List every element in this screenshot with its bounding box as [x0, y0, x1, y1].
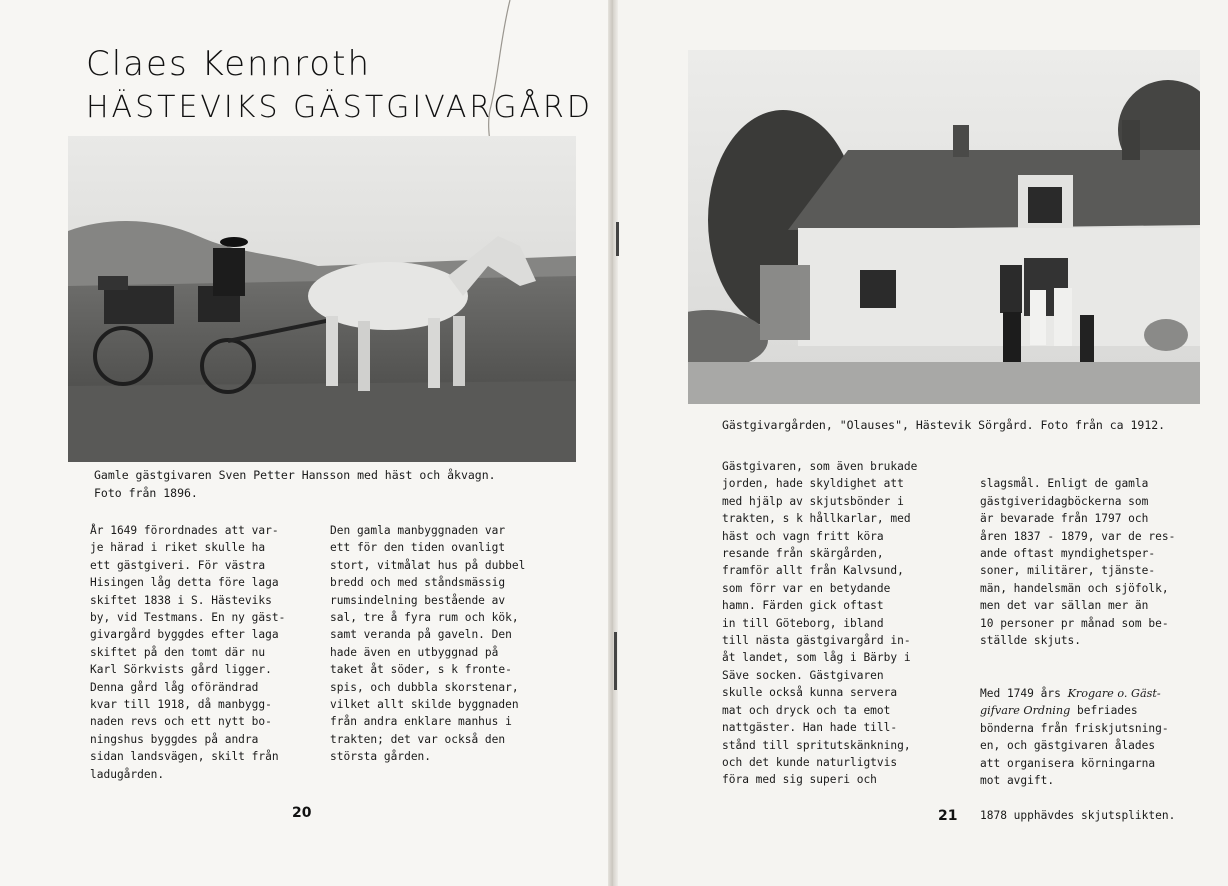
book-gutter	[608, 0, 618, 886]
photo-inn-building	[688, 50, 1200, 404]
para-2-prefix: Med 1749 års	[980, 686, 1068, 700]
left-photo-caption-line1: Gamle gästgivaren Sven Petter Hansson med häst och åkvagn.	[94, 468, 496, 482]
right-column-2	[980, 458, 1200, 860]
right-column-2-para-2	[980, 685, 1200, 789]
right-column-2-para-3: 1878 upphävdes skjutsplikten.	[980, 808, 1176, 822]
para-2-rest: befriades bönderna från friskjutsning- en, och gästgivaren ålades att organisera körningarna mot avgift.	[980, 704, 1169, 787]
right-column-2-para-1: slagsmål. Enligt de gamla gästgiveridagböckerna som är bevarade från 1797 och åren 1837 - 1879, var de res- ande oftast myndighetsper- soner, militärer, tjänste- män, handelsmän och sjöfolk, men det var sällan mer än 10 personer pr månad som be- ställde skjuts.	[980, 477, 1176, 648]
para-2-italic-title: Krogare o. Gäst- gifvare Ordning	[980, 686, 1161, 718]
left-photo-caption	[94, 466, 534, 502]
left-column-1: År 1649 förordnades att var- je härad i riket skulle ha ett gästgiveri. För västra Hisingen låg detta före laga skiftet 1838 i S. Hästeviks by, vid Testmans. En ny gäst- givargård byggdes efter laga skiftet på den tomt där nu Karl Sörkvists gård ligger. Denna gård låg oförändrad kvar till 1918, då manbygg- naden revs och ett nytt bo- ningshus byggdes på andra sidan landsvägen, skilt från ladugården.	[90, 524, 286, 781]
left-column-2: Den gamla manbyggnaden var ett för den tiden ovanligt stort, vitmålat hus på dubbel bredd och med ståndsmässig rumsindelning bestående av sal, tre å fyra rum och kök, samt veranda på gaveln. Den hade även en utbyggnad på taket åt söder, s k fronte- spis, och dubbla skorstenar, vilket allt skilde byggnaden från andra enklare manhus i trakten; det var också den största gården.	[330, 524, 526, 764]
staple-bottom	[614, 632, 617, 690]
article-title: HÄSTEVIKS GÄSTGIVARGÅRD	[86, 90, 593, 125]
photo-horse-carriage	[68, 136, 576, 462]
page-number-left: 20	[292, 805, 312, 821]
page-number-right: 21	[938, 808, 958, 824]
right-column-1: Gästgivaren, som även brukade jorden, hade skyldighet att med hjälp av skjutsbönder i trakten, s k hållkarlar, med häst och vagn fritt köra resande från skärgården, framför allt från Kalvsund, som förr var en betydande hamn. Färden gick oftast in till Göteborg, ibland till nästa gästgivargård in- åt landet, som låg i Bärby i Säve socken. Gästgivaren skulle också kunna servera mat och dryck och ta emot nattgäster. Han hade till- stånd till spritutskänkning, och det kunde naturligtvis föra med sig superi och	[722, 460, 918, 787]
staple-top	[616, 222, 619, 256]
author-name: Claes Kennroth	[86, 44, 371, 84]
right-photo-caption: Gästgivargården, "Olauses", Hästevik Sörgård. Foto från ca 1912.	[722, 418, 1166, 432]
left-photo-caption-line2: Foto från 1896.	[94, 486, 198, 500]
